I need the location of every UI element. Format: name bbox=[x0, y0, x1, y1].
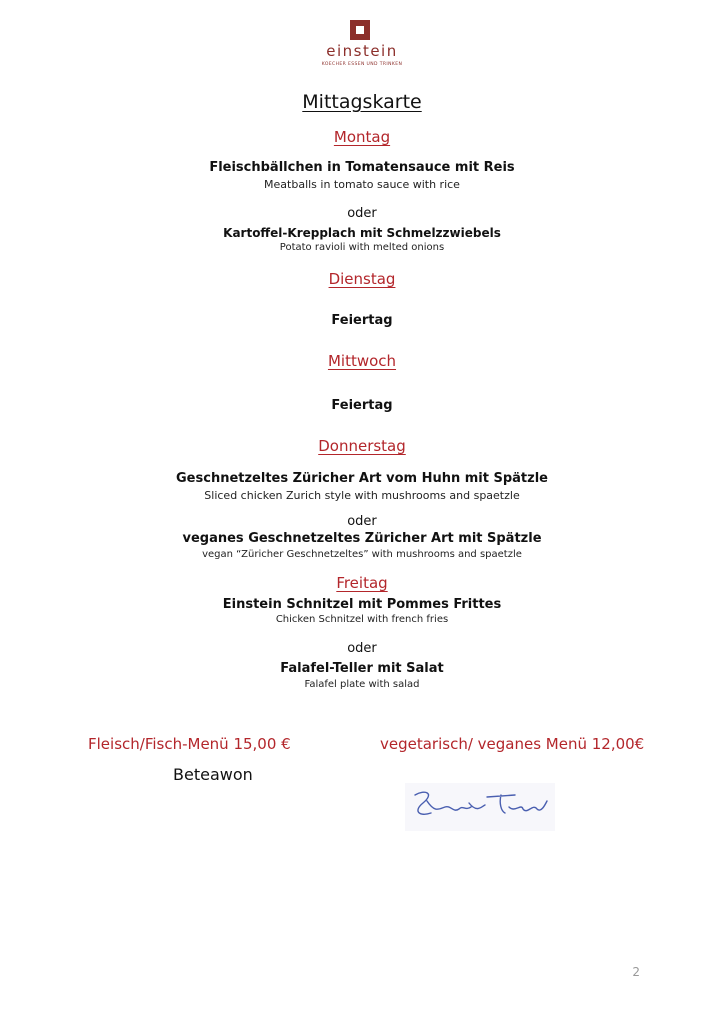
monday-or: oder bbox=[347, 206, 377, 221]
tuesday-note: Feiertag bbox=[331, 313, 393, 328]
friday-dish2-german: Falafel-Teller mit Salat bbox=[280, 661, 444, 676]
page-number: 2 bbox=[632, 965, 640, 979]
wednesday-note: Feiertag bbox=[331, 398, 393, 413]
day-heading-monday: Montag bbox=[333, 128, 391, 146]
monday-dish1-english: Meatballs in tomato sauce with rice bbox=[264, 178, 460, 191]
thursday-dish1-german: Geschnetzeltes Züricher Art vom Huhn mit Spätzle bbox=[176, 471, 548, 486]
day-heading-thursday: Donnerstag bbox=[318, 437, 406, 455]
greeting: Beteawon bbox=[173, 765, 253, 784]
thursday-or: oder bbox=[347, 514, 377, 529]
friday-dish1-english: Chicken Schnitzel with french fries bbox=[275, 614, 449, 625]
friday-dish2-english: Falafel plate with salad bbox=[304, 679, 420, 690]
page-title: Mittagskarte bbox=[302, 91, 422, 113]
friday-dish1-german: Einstein Schnitzel mit Pommes Frittes bbox=[222, 597, 502, 612]
monday-dish2-german: Kartoffel-Krepplach mit Schmelzzwiebels bbox=[223, 226, 501, 240]
day-heading-wednesday: Mittwoch bbox=[327, 352, 397, 370]
signature-image bbox=[405, 783, 555, 831]
monday-dish1-german: Fleischbällchen in Tomatensauce mit Reis bbox=[209, 160, 515, 175]
friday-or: oder bbox=[347, 641, 377, 656]
restaurant-logo bbox=[312, 20, 412, 76]
logo-square-icon bbox=[350, 20, 370, 40]
day-heading-tuesday: Dienstag bbox=[328, 270, 396, 288]
monday-dish2-english: Potato ravioli with melted onions bbox=[279, 242, 445, 253]
thursday-dish2-german: veganes Geschnetzeltes Züricher Art mit Spätzle bbox=[182, 531, 542, 546]
day-heading-friday: Freitag bbox=[336, 574, 388, 592]
thursday-dish1-english: Sliced chicken Zurich style with mushrooms and spaetzle bbox=[204, 489, 520, 502]
price-meat-fish: Fleisch/Fisch-Menü 15,00 € bbox=[88, 735, 291, 753]
price-vegetarian: vegetarisch/ veganes Menü 12,00€ bbox=[380, 735, 645, 753]
logo-brand: einstein bbox=[326, 42, 398, 60]
logo-tagline: KOECHER ESSEN UND TRINKEN bbox=[321, 62, 403, 67]
thursday-dish2-english: vegan “Züricher Geschnetzeltes” with mushrooms and spaetzle bbox=[202, 549, 522, 560]
